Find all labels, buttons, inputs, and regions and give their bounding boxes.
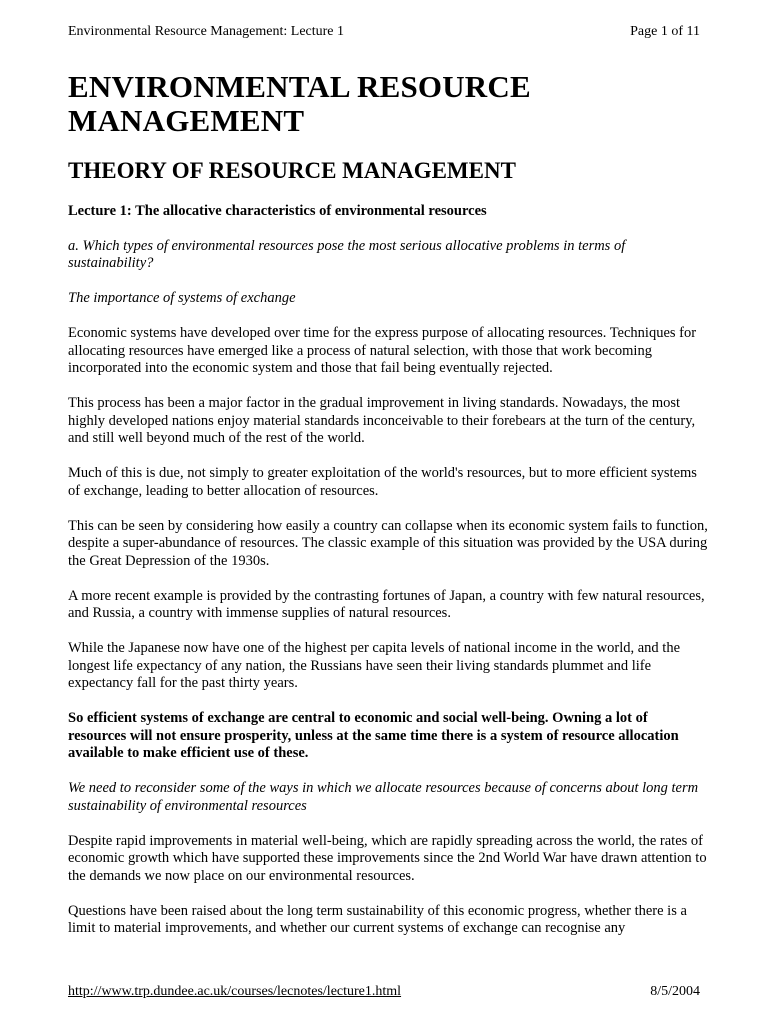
lecture-heading: Lecture 1: The allocative characteristics of environmental resources xyxy=(68,203,487,219)
paragraph: A more recent example is provided by the contrasting fortunes of Japan, a country with few natural resources, and Russia, a country with immense supplies of natural resources. xyxy=(68,587,705,621)
paragraph: While the Japanese now have one of the highest per capita levels of national income in the world, and the longest life expectancy of any nation, the Russians have seen their living standards plummet and life expectancy fall for the past thirty years. xyxy=(68,640,681,691)
paragraph: This can be seen by considering how easily a country can collapse when its economic system fails to function, despite a super-abundance of resources. The classic example of this situation was provided by the USA during the Great Depression of the 1930s. xyxy=(68,517,708,569)
paragraph: This process has been a major factor in the gradual improvement in living standards. Nowadays, the most highly developed nations enjoy material standards inconceivable to their forebears at the turn of the century, and still well beyond much of the rest of the world. xyxy=(68,395,696,446)
paragraph: Much of this is due, not simply to greater exploitation of the world's resources, but to more efficient systems of exchange, leading to better allocation of resources. xyxy=(68,465,697,499)
paragraph: Economic systems have developed over time for the express purpose of allocating resources. Techniques for allocating resources have emerged like a process of natural selection, with those that work becoming incorporated into the economic system and those that fail being eventually rejected. xyxy=(68,325,697,376)
document-body xyxy=(68,70,708,938)
print-date: 8/5/2004 xyxy=(650,984,700,999)
section-heading: The importance of systems of exchange xyxy=(68,290,296,306)
paragraph: Questions have been raised about the long term sustainability of this economic progress, whether there is a limit to material improvements, and whether our current systems of exchange can recognise any xyxy=(68,902,687,936)
bold-statement: So efficient systems of exchange are central to economic and social well-being. Owning a lot of resources will not ensure prosperity, unless at the same time there is a system of resource allocation available to make efficient use of these. xyxy=(68,710,679,761)
question-text: a. Which types of environmental resources pose the most serious allocative problems in terms of sustainability? xyxy=(68,237,626,271)
italic-statement: We need to reconsider some of the ways in which we allocate resources because of concerns about long term sustainability of environmental resources xyxy=(68,780,699,814)
page-indicator: Page 1 of 11 xyxy=(630,24,700,39)
page-footer xyxy=(68,984,700,1000)
header-title: Environmental Resource Management: Lecture 1 xyxy=(68,24,345,39)
paragraph: Despite rapid improvements in material well-being, which are rapidly spreading across the world, the rates of economic growth which have supported these improvements since the 2nd World War have drawn attention to the demands we now place on our environmental resources. xyxy=(68,832,707,884)
source-url-link[interactable]: http://www.trp.dundee.ac.uk/courses/lecnotes/lecture1.html xyxy=(68,984,402,999)
main-title: ENVIRONMENTAL RESOURCE MANAGEMENT xyxy=(68,69,531,138)
subtitle: THEORY OF RESOURCE MANAGEMENT xyxy=(68,158,516,183)
page-header xyxy=(68,24,700,40)
